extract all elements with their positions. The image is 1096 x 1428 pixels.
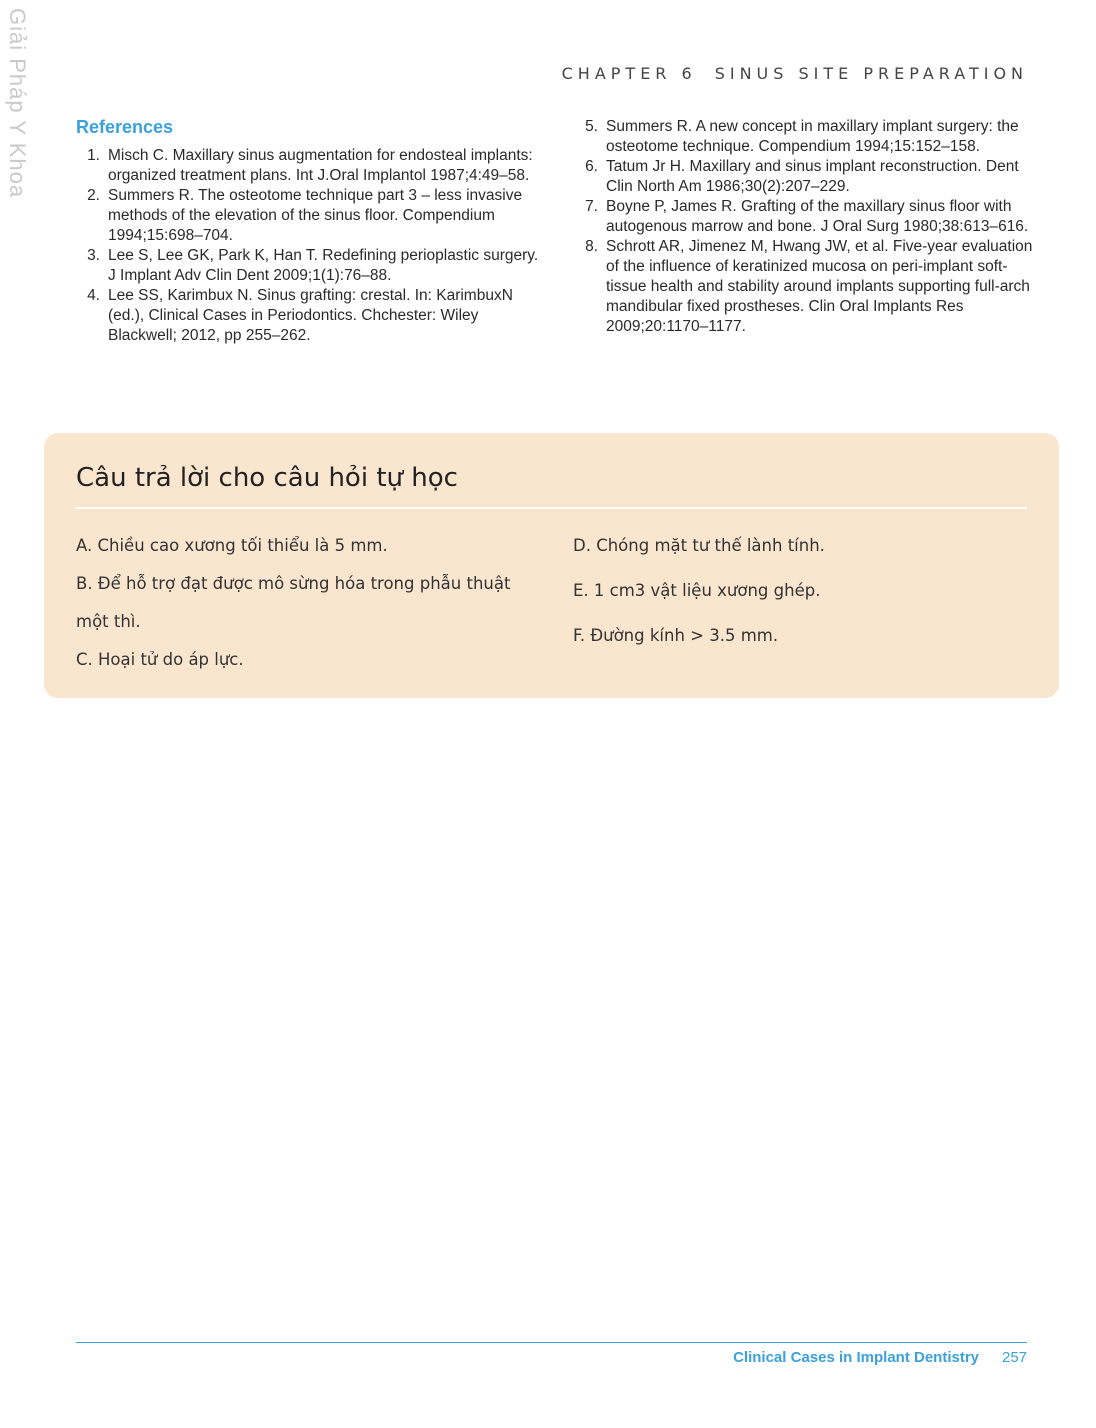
answer-item: E. 1 cm3 vật liệu xương ghép. [573, 581, 821, 600]
footer-book-title: Clinical Cases in Implant Dentistry [733, 1349, 979, 1366]
answers-divider [76, 507, 1027, 509]
reference-item [574, 117, 1036, 157]
answers-box [44, 433, 1059, 698]
answer-item: B. Để hỗ trợ đạt được mô sừng hóa trong phẫu thuật một thì. [76, 574, 511, 631]
reference-item [574, 197, 1036, 237]
reference-item [76, 146, 546, 186]
answer-item: F. Đường kính > 3.5 mm. [573, 626, 779, 645]
answer-item: C. Hoại tử do áp lực. [76, 650, 244, 669]
watermark-text: Giải Pháp Y Khoa [5, 8, 30, 199]
reference-number: 1. [87, 147, 100, 164]
reference-text: Lee SS, Karimbux N. Sinus grafting: crestal. In: KarimbuxN (ed.), Clinical Cases in Periodontics. Chchester: Wiley Blackwell; 2012, pp 255–262. [108, 287, 513, 344]
reference-text: Schrott AR, Jimenez M, Hwang JW, et al. Five-year evaluation of the influence of keratinized mucosa on peri-implant soft-tissue health and stability around implants supporting full-arch mandibular fixed prostheses. Clin Oral Implants Res 2009;20:1170–1177. [606, 238, 1033, 335]
running-header [562, 64, 1028, 83]
reference-number: 2. [87, 187, 100, 204]
reference-number: 6. [585, 158, 598, 175]
reference-number: 8. [585, 238, 598, 255]
reference-text: Boyne P, James R. Grafting of the maxillary sinus floor with autogenous marrow and bone. J Oral Surg 1980;38:613–616. [606, 198, 1029, 235]
answer-item: A. Chiều cao xương tối thiểu là 5 mm. [76, 536, 388, 555]
reference-text: Summers R. The osteotome technique part 3 – less invasive methods of the elevation of the sinus floor. Compendium 1994;15:698–704. [108, 187, 523, 244]
reference-text: Lee S, Lee GK, Park K, Han T. Redefining perioplastic surgery. J Implant Adv Clin Dent 2009;1(1):76–88. [108, 247, 539, 284]
references-heading: References [76, 117, 174, 137]
reference-text: Misch C. Maxillary sinus augmentation for endosteal implants: organized treatment plans. Int J.Oral Implantol 1987;4:49–58. [108, 147, 533, 184]
reference-text: Summers R. A new concept in maxillary implant surgery: the osteotome technique. Compendium 1994;15:152–158. [606, 118, 1019, 155]
page-number: 257 [1002, 1349, 1028, 1366]
footer-divider [76, 1342, 1027, 1343]
references-list-right [574, 117, 1036, 337]
answer-item: D. Chóng mặt tư thế lành tính. [573, 536, 825, 555]
answers-column-left [76, 527, 536, 679]
reference-item [76, 186, 546, 246]
answers-title: Câu trả lời cho câu hỏi tự học [76, 463, 458, 493]
reference-number: 4. [87, 287, 100, 304]
reference-number: 3. [87, 247, 100, 264]
reference-item [76, 246, 546, 286]
section-label: SINUS SITE PREPARATION [714, 64, 1028, 83]
reference-number: 5. [585, 118, 598, 135]
reference-item [574, 157, 1036, 197]
reference-text: Tatum Jr H. Maxillary and sinus implant reconstruction. Dent Clin North Am 1986;30(2):207–229. [606, 158, 1019, 195]
reference-item [574, 237, 1036, 337]
answers-column-right [573, 527, 1013, 662]
reference-item [76, 286, 546, 346]
chapter-label: CHAPTER 6 [561, 64, 697, 83]
reference-number: 7. [585, 198, 598, 215]
references-list-left [76, 146, 546, 346]
